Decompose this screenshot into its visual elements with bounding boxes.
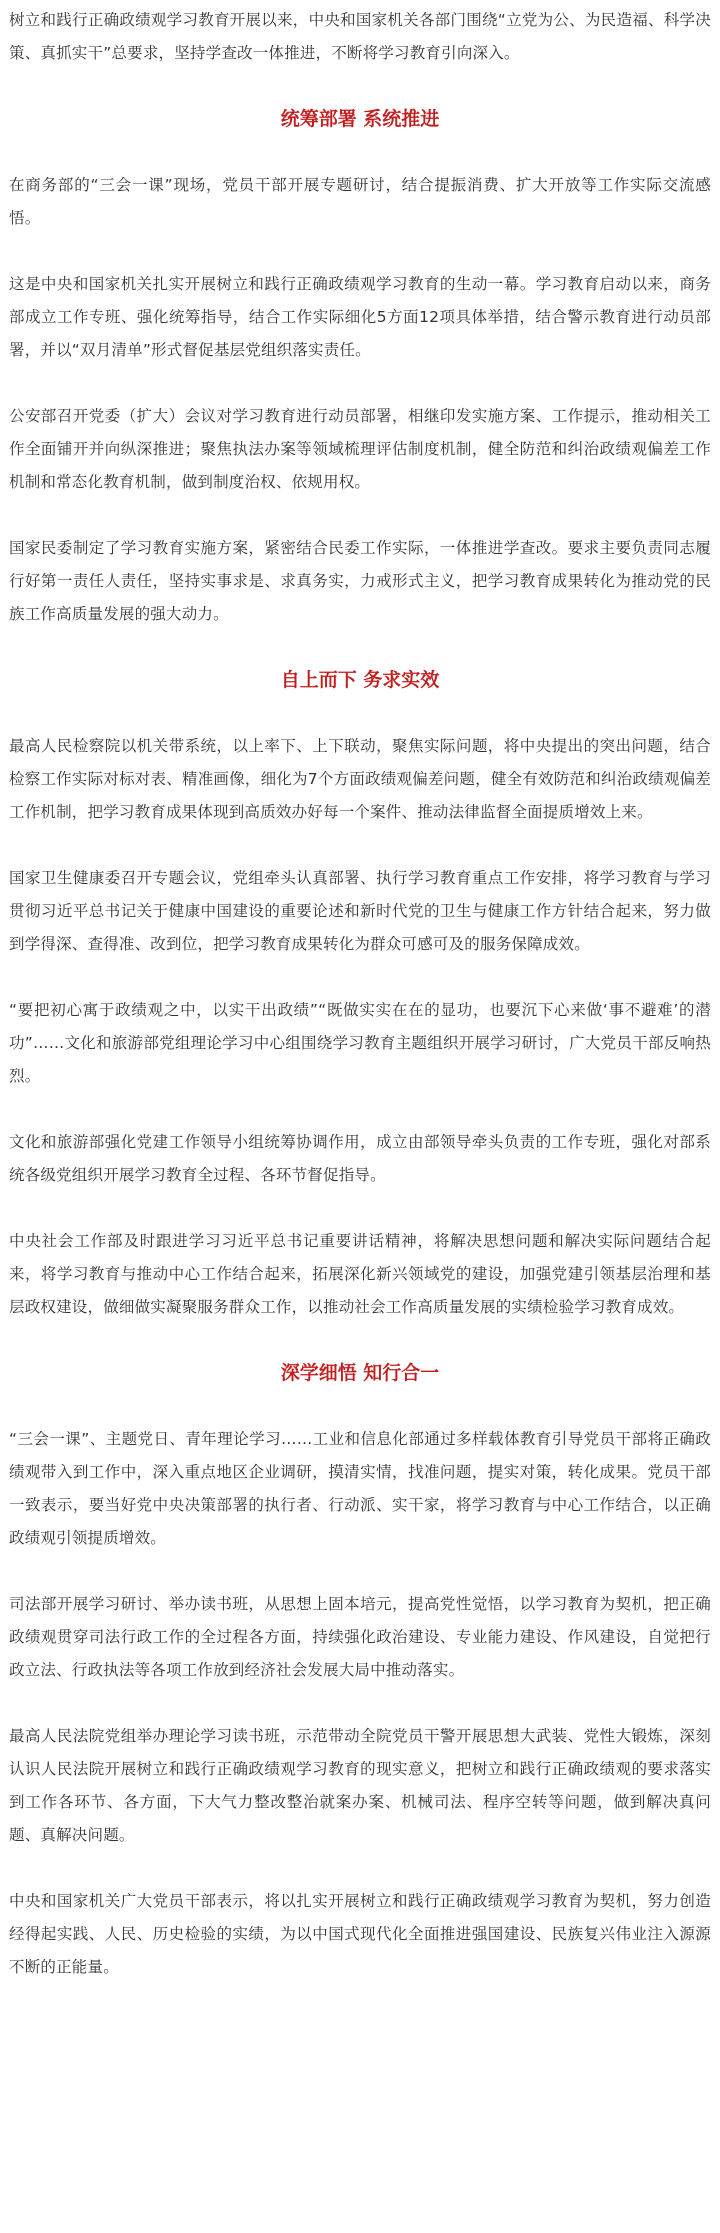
section-heading-3: 深学细悟 知行合一 [280, 1362, 440, 1384]
section-1-paragraph: 在商务部的“三会一课”现场，党员干部开展专题研讨，结合提振消费、扩大开放等工作实际交流感悟。 [9, 176, 711, 227]
section-1-paragraph: 这是中央和国家机关扎实开展树立和践行正确政绩观学习教育的生动一幕。学习教育启动以来，商务部成立工作专班、强化统筹指导，结合工作实际细化5方面12项具体举措，结合警示教育进行动员部署，并以“双月清单”形式督促基层党组织落实责任。 [9, 275, 711, 359]
section-1-paragraph: 国家民委制定了学习教育实施方案，紧密结合民委工作实际，一体推进学查改。要求主要负责同志履行好第一责任人责任，坚持实事求是、求真务实，力戒形式主义，把学习教育成果转化为推动党的民族工作高质量发展的强大动力。 [9, 539, 711, 623]
section-2-paragraph: 最高人民检察院以机关带系统，以上率下、上下联动，聚焦实际问题，将中央提出的突出问题，结合检察工作实际对标对表、精准画像，细化为7个方面政绩观偏差问题，健全有效防范和纠治政绩观偏差工作机制，把学习教育成果体现到高质效办好每一个案件、推动法律监督全面提质增效上来。 [9, 737, 711, 821]
section-2-paragraph: 文化和旅游部强化党建工作领导小组统筹协调作用，成立由部领导牵头负责的工作专班，强化对部系统各级党组织开展学习教育全过程、各环节督促指导。 [9, 1133, 711, 1184]
section-heading-1: 统筹部署 系统推进 [280, 108, 440, 130]
section-3-paragraph: 中央和国家机关广大党员干部表示，将以扎实开展树立和践行正确政绩观学习教育为契机，努力创造经得起实践、人民、历史检验的实绩，为以中国式现代化全面推进强国建设、民族复兴伟业注入源源不断的正能量。 [9, 1892, 711, 1976]
section-1-paragraph: 公安部召开党委（扩大）会议对学习教育进行动员部署，相继印发实施方案、工作提示，推动相关工作全面铺开并向纵深推进；聚焦执法办案等领域梳理评估制度机制，健全防范和纠治政绩观偏差工作机制和常态化教育机制，做到制度治权、依规用权。 [9, 407, 711, 491]
article-body [0, 4, 720, 1984]
section-3-paragraph: 司法部开展学习研讨、举办读书班，从思想上固本培元，提高党性觉悟，以学习教育为契机，把正确政绩观贯穿司法行政工作的全过程各方面，持续强化政治建设、专业能力建设、作风建设，自觉把行政立法、行政执法等各项工作放到经济社会发展大局中推动落实。 [9, 1595, 711, 1679]
section-heading-2: 自上而下 务求实效 [280, 669, 440, 691]
section-2-paragraph: 中央社会工作部及时跟进学习习近平总书记重要讲话精神，将解决思想问题和解决实际问题结合起来，将学习教育与推动中心工作结合起来，拓展深化新兴领域党的建设，加强党建引领基层治理和基层政权建设，做细做实凝聚服务群众工作，以推动社会工作高质量发展的实绩检验学习教育成效。 [9, 1232, 711, 1316]
section-3-paragraph: “三会一课”、主题党日、青年理论学习……工业和信息化部通过多样载体教育引导党员干部将正确政绩观带入到工作中，深入重点地区企业调研，摸清实情，找准问题，提实对策，转化成果。党员干部一致表示，要当好党中央决策部署的执行者、行动派、实干家，将学习教育与中心工作结合，以正确政绩观引领提质增效。 [9, 1430, 711, 1547]
intro-paragraph: 树立和践行正确政绩观学习教育开展以来，中央和国家机关各部门围绕“立党为公、为民造福、科学决策、真抓实干”总要求，坚持学查改一体推进，不断将学习教育引向深入。 [9, 11, 711, 62]
section-2-paragraph: “要把初心寓于政绩观之中，以实干出政绩”“既做实实在在的显功，也要沉下心来做‘事不避难’的潜功”……文化和旅游部党组理论学习中心组围绕学习教育主题组织开展学习研讨，广大党员干部反响热烈。 [9, 1001, 711, 1085]
section-3-paragraph: 最高人民法院党组举办理论学习读书班，示范带动全院党员干警开展思想大武装、党性大锻炼，深刻认识人民法院开展树立和践行正确政绩观学习教育的现实意义，把树立和践行正确政绩观的要求落实到工作各环节、各方面，下大气力整改整治就案办案、机械司法、程序空转等问题，做到解决真问题、真解决问题。 [9, 1727, 711, 1844]
section-2-paragraph: 国家卫生健康委召开专题会议，党组牵头认真部署、执行学习教育重点工作安排，将学习教育与学习贯彻习近平总书记关于健康中国建设的重要论述和新时代党的卫生与健康工作方针结合起来，努力做到学得深、查得准、改到位，把学习教育成果转化为群众可感可及的服务保障成效。 [9, 869, 711, 953]
